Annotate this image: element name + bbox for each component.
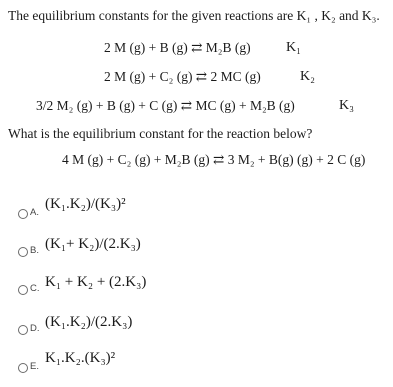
reaction-2-constant: K₂ <box>300 69 315 84</box>
option-b-text[interactable]: (K₁+ K₂)/(2.K₃) <box>45 236 141 252</box>
option-c-text[interactable]: K₁ + K₂ + (2.K₃) <box>45 274 147 290</box>
target-reaction: 4 M (g) + C₂ (g) + M₂B (g) ⇄ 3 M₂ + B(g) (g) + 2 C (g) <box>62 152 366 167</box>
option-c-letter: C. <box>30 283 40 294</box>
reaction-1-constant: K₁ <box>286 40 301 55</box>
option-a-letter: A. <box>30 207 39 218</box>
reaction-2-equation: 2 M (g) + C₂ (g) ⇄ 2 MC (g) <box>104 69 261 84</box>
question-intro: The equilibrium constants for the given reactions are K₁ , K₂ and K₃. <box>8 8 380 23</box>
option-d-text[interactable]: (K₁.K₂)/(2.K₃) <box>45 314 133 330</box>
option-e-text[interactable]: K₁.K₂.(K₃)² <box>45 350 116 366</box>
option-a-radio[interactable] <box>18 209 28 219</box>
option-b-letter: B. <box>30 245 39 256</box>
question-prompt: What is the equilibrium constant for the reaction below? <box>8 126 313 141</box>
option-d-letter: D. <box>30 323 40 334</box>
reaction-3-constant: K₃ <box>339 98 354 113</box>
option-a-text[interactable]: (K₁.K₂)/(K₃)² <box>45 196 126 212</box>
reaction-3-equation: 3/2 M₂ (g) + B (g) + C (g) ⇄ MC (g) + M₂B (g) <box>36 98 295 113</box>
option-e-letter: E. <box>30 361 39 372</box>
reaction-1-equation: 2 M (g) + B (g) ⇄ M₂B (g) <box>104 40 251 55</box>
option-d-radio[interactable] <box>18 325 28 335</box>
option-b-radio[interactable] <box>18 247 28 257</box>
option-e-radio[interactable] <box>18 363 28 373</box>
option-c-radio[interactable] <box>18 285 28 295</box>
